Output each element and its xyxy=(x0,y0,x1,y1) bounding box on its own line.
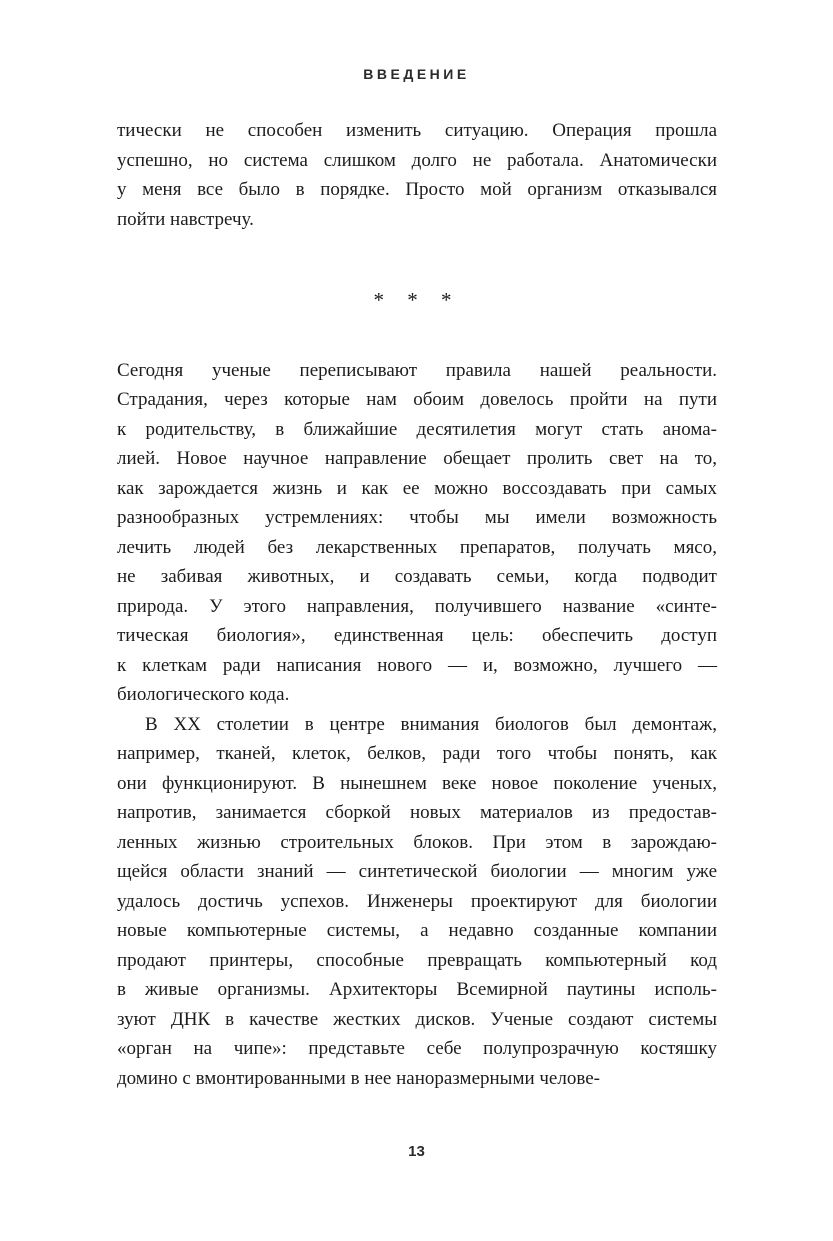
text-line: зуют ДНК в качестве жестких дисков. Ученые создают системы xyxy=(117,1008,717,1030)
text-line: лечить людей без лекарственных препаратов, получать мясо, xyxy=(117,536,717,558)
text-line: они функционируют. В нынешнем веке новое поколение ученых, xyxy=(117,772,717,794)
text-line: как зарождается жизнь и как ее можно воссоздавать при самых xyxy=(117,477,717,499)
text-line: «орган на чипе»: представьте себе полупрозрачную костяшку xyxy=(117,1038,717,1059)
text-line: новые компьютерные системы, а недавно созданные компании xyxy=(117,920,717,941)
text-line: успешно, но система слишком долго не работала. Анатомически xyxy=(117,149,717,171)
text-line: например, тканей, клеток, белков, ради того чтобы понять, как xyxy=(117,743,717,764)
text-line: щейся области знаний — синтетической биологии — многим уже xyxy=(117,861,717,882)
text-line: ленных жизнью строительных блоков. При этом в зарождаю- xyxy=(117,831,717,853)
paragraph xyxy=(117,710,717,1094)
text-line: в живые организмы. Архитекторы Всемирной паутины исполь- xyxy=(117,979,717,1000)
text-line: В XX столетии в центре внимания биологов был демонтаж, xyxy=(145,713,717,735)
text-line: разнообразных устремлениях: чтобы мы имели возможность xyxy=(117,507,717,528)
text-line: домино с вмонтированными в нее наноразмерными челове- xyxy=(117,1067,600,1089)
text-block xyxy=(117,116,717,1093)
text-line: продают принтеры, способные превращать компьютерный код xyxy=(117,949,717,971)
text-line: пойти навстречу. xyxy=(117,208,254,230)
text-line: Сегодня ученые переписывают правила нашей реальности. xyxy=(117,359,717,381)
paragraph xyxy=(117,356,717,710)
text-line: лией. Новое научное направление обещает пролить свет на то, xyxy=(117,448,717,469)
section-separator: * * * xyxy=(373,288,461,312)
text-line: Страдания, через которые нам обоим довелось пройти на пути xyxy=(117,389,717,410)
text-line: к клеткам ради написания нового — и, возможно, лучшего — xyxy=(117,654,717,676)
text-line: у меня все было в порядке. Просто мой организм отказывался xyxy=(117,179,717,200)
page-number: 13 xyxy=(408,1143,425,1160)
text-line: к родительству, в ближайшие десятилетия могут стать анома- xyxy=(117,418,717,440)
text-line: биологического кода. xyxy=(117,684,290,705)
running-header: ВВЕДЕНИЕ xyxy=(363,66,470,82)
text-line: тически не способен изменить ситуацию. Операция прошла xyxy=(117,120,717,141)
text-line: напротив, занимается сборкой новых материалов из предостав- xyxy=(117,802,717,823)
text-line: не забивая животных, и создавать семьи, когда подводит xyxy=(117,566,717,587)
text-line: тическая биология», единственная цель: обеспечить доступ xyxy=(117,625,717,646)
text-line: удалось достичь успехов. Инженеры проектируют для биологии xyxy=(117,890,717,912)
text-line: природа. У этого направления, получившего название «синте- xyxy=(117,595,717,617)
paragraph xyxy=(117,116,717,234)
